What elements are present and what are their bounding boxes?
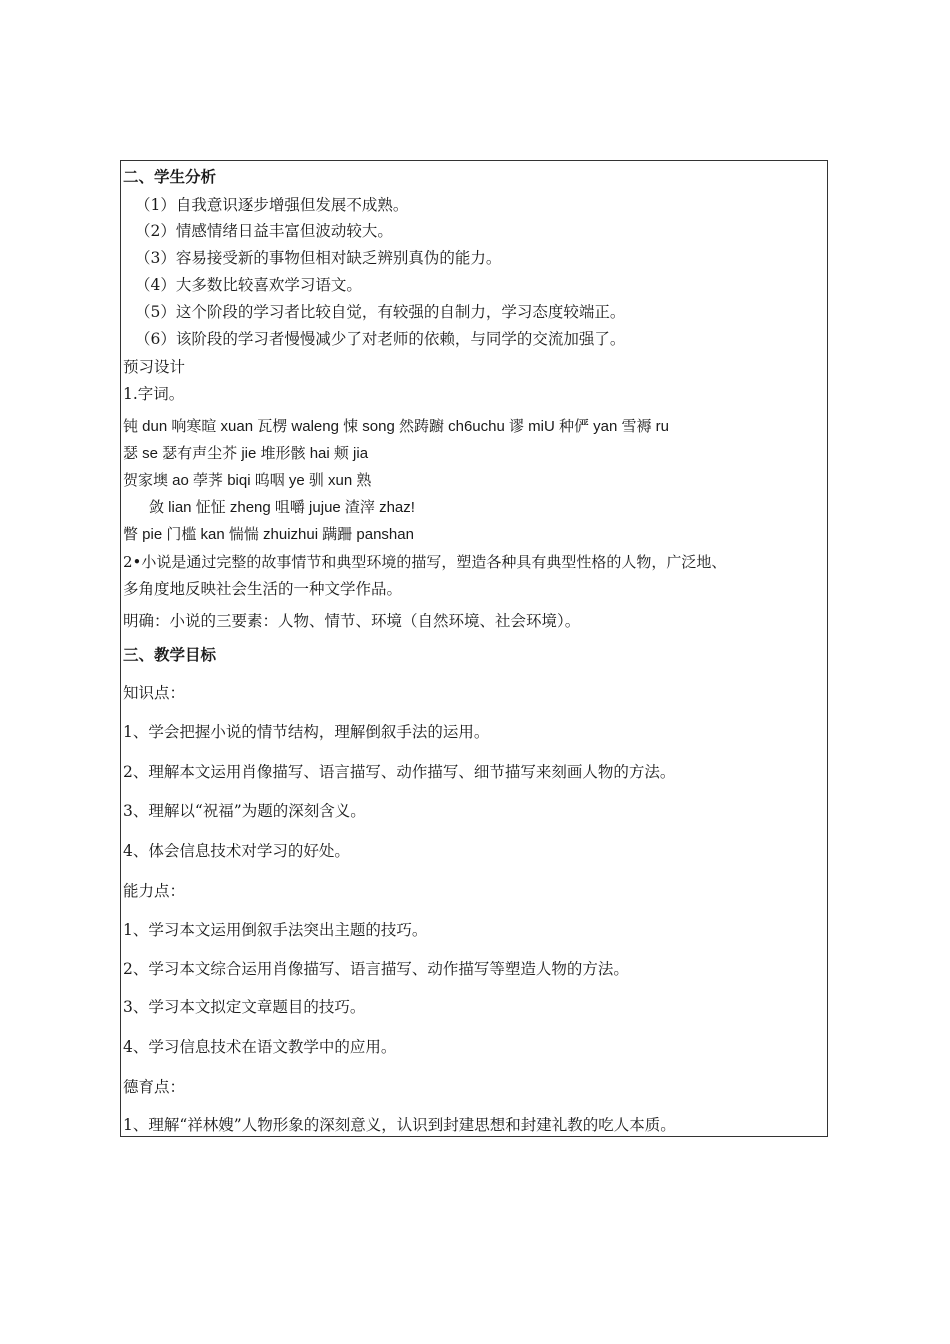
clarify-line: 明确：小说的三要素：人物、情节、环境（自然环境、社会环境）。 — [123, 612, 581, 630]
vocab-line: 敛 lian 怔怔 zheng 咀嚼 jujue 渣滓 zhaz! — [149, 499, 415, 516]
preview-heading: 预习设计 — [123, 358, 186, 376]
student-analysis-item: （4）大多数比较喜欢学习语文。 — [135, 276, 362, 294]
moral-item: 1、理解“祥林嫂”人物形象的深刻意义，认识到封建思想和封建礼教的吃人本质。 — [123, 1116, 676, 1134]
student-analysis-heading: 二、学生分析 — [123, 167, 217, 186]
vocab-line: 瑟 se 瑟有声尘芥 jie 堆形骸 hai 颊 jia — [123, 445, 369, 462]
novel-definition-line: 多角度地反映社会生活的一种文学作品。 — [123, 580, 403, 598]
ability-item: 1、学习本文运用倒叙手法突出主题的技巧。 — [123, 921, 428, 939]
knowledge-item: 1、学会把握小说的情节结构，理解倒叙手法的运用。 — [123, 723, 490, 741]
ability-label: 能力点： — [123, 882, 186, 900]
content-table-cell — [120, 160, 828, 1137]
novel-definition-line: 2•小说是通过完整的故事情节和典型环境的描写，塑造各种具有典型性格的人物，广泛地、 — [123, 553, 727, 571]
ability-item: 3、学习本文拟定文章题目的技巧。 — [123, 998, 366, 1016]
student-analysis-item: （2）情感情绪日益丰富但波动较大。 — [135, 222, 393, 240]
knowledge-item: 4、体会信息技术对学习的好处。 — [123, 842, 350, 860]
moral-label: 德育点： — [123, 1078, 186, 1096]
vocab-line: 瞥 pie 门槛 kan 惴惴 zhuizhui 蹒跚 panshan — [123, 526, 414, 543]
knowledge-item: 2、理解本文运用肖像描写、语言描写、动作描写、细节描写来刻画人物的方法。 — [123, 763, 676, 781]
student-analysis-item: （6）该阶段的学习者慢慢减少了对老师的依赖，与同学的交流加强了。 — [135, 330, 626, 348]
vocab-line: 贺家墺 ao 荸荠 biqi 呜咽 ye 驯 xun 熟 — [123, 472, 372, 489]
ability-item: 2、学习本文综合运用肖像描写、语言描写、动作描写等塑造人物的方法。 — [123, 960, 629, 978]
vocab-line: 钝 dun 响寒暄 xuan 瓦楞 waleng 悚 song 然踌躕 ch6uchu 谬 miU 种俨 yan 雪褥 ru — [123, 418, 670, 435]
student-analysis-item: （5）这个阶段的学习者比较自觉，有较强的自制力，学习态度较端正。 — [135, 303, 626, 321]
knowledge-item: 3、理解以“祝福”为题的深刻含义。 — [123, 802, 366, 820]
teaching-goals-heading: 三、教学目标 — [123, 645, 217, 664]
preview-sub-heading: 1.字词。 — [123, 385, 185, 403]
knowledge-label: 知识点： — [123, 684, 186, 702]
student-analysis-item: （3）容易接受新的事物但相对缺乏辨别真伪的能力。 — [135, 249, 502, 267]
ability-item: 4、学习信息技术在语文教学中的应用。 — [123, 1038, 397, 1056]
student-analysis-item: （1）自我意识逐步增强但发展不成熟。 — [135, 196, 409, 214]
